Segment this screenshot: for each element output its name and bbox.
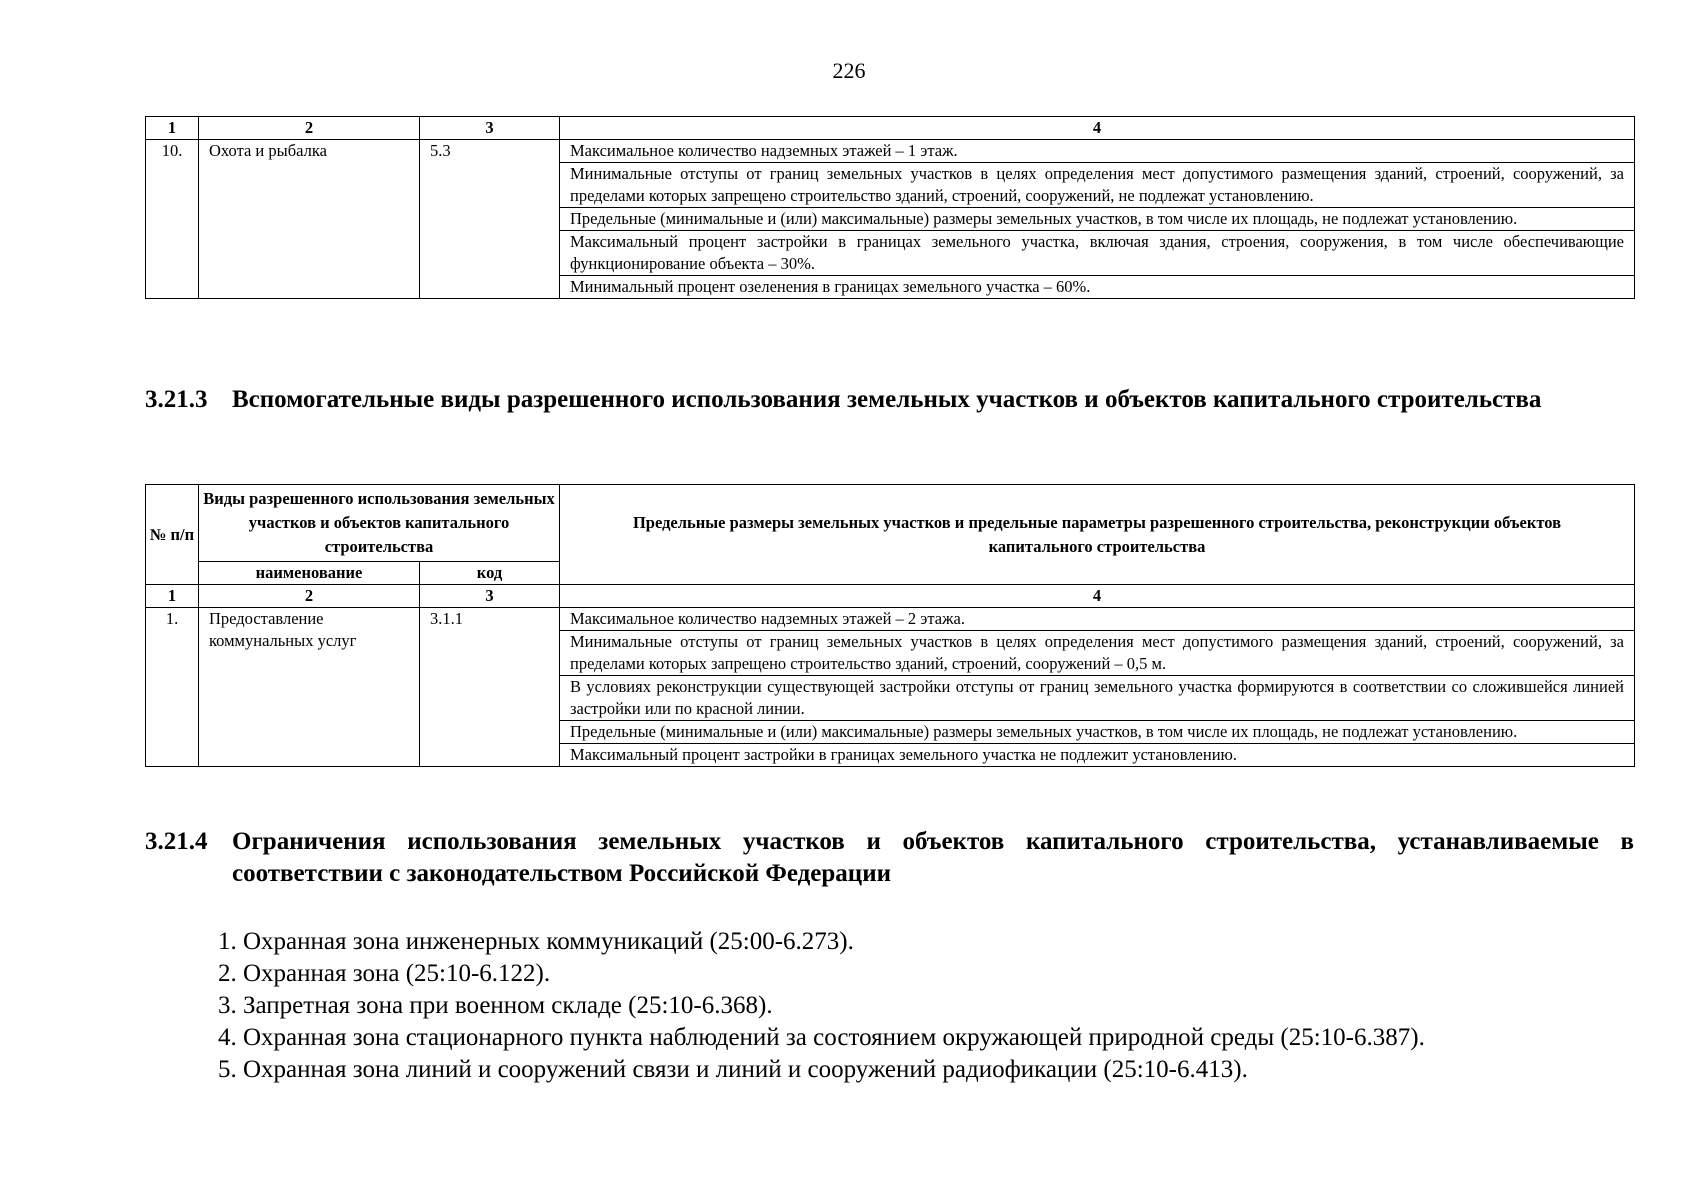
parameter-cell: Минимальные отступы от границ земельных участков в целях определения мест допустимого размещения зданий, строений, сооружений, за пределами которых запрещено строительство зданий, строений, сооружений – 0,5 м. bbox=[560, 631, 1635, 676]
table-row bbox=[146, 140, 1635, 163]
list-item: 5. Охранная зона линий и сооружений связи и линий и сооружений радиофикации (25:10-6.413). bbox=[218, 1056, 1248, 1083]
column-number: 2 bbox=[199, 585, 420, 608]
use-type-name: Предоставление коммунальных услуг bbox=[199, 608, 420, 767]
column-number: 1 bbox=[146, 585, 199, 608]
column-number: 4 bbox=[560, 585, 1635, 608]
list-item: 1. Охранная зона инженерных коммуникаций (25:00-6.273). bbox=[218, 928, 854, 955]
auxiliary-use-table bbox=[145, 484, 1635, 767]
parameter-cell: Максимальный процент застройки в границах земельного участка не подлежит установлению. bbox=[560, 744, 1635, 767]
section-number: 3.21.4 bbox=[145, 828, 208, 855]
row-number: 10. bbox=[146, 140, 199, 299]
column-number: 4 bbox=[560, 117, 1635, 140]
section-title: Вспомогательные виды разрешенного использования земельных участков и объектов капитального строительства bbox=[232, 386, 1542, 413]
permitted-use-table-continued bbox=[145, 116, 1635, 299]
section-number: 3.21.3 bbox=[145, 386, 208, 413]
list-item: 3. Запретная зона при военном складе (25:10-6.368). bbox=[218, 992, 773, 1019]
use-type-name: Охота и рыбалка bbox=[199, 140, 420, 299]
header-use-types: Виды разрешенного использования земельных участков и объектов капитального строительства bbox=[199, 485, 560, 562]
column-number-row bbox=[146, 117, 1635, 140]
section-heading bbox=[145, 384, 1634, 416]
list-item: 2. Охранная зона (25:10-6.122). bbox=[218, 960, 551, 987]
header-name: наименование bbox=[199, 562, 420, 585]
page-number: 226 bbox=[832, 58, 866, 83]
column-number: 2 bbox=[199, 117, 420, 140]
parameter-cell: Минимальные отступы от границ земельных участков в целях определения мест допустимого размещения зданий, строений, сооружений, за пределами которых запрещено строительство зданий, строений, сооружений, не подлежат установлению. bbox=[560, 163, 1635, 208]
table-row bbox=[146, 608, 1635, 631]
parameter-cell: В условиях реконструкции существующей застройки отступы от границ земельного участка формируются в соответствии со сложившейся линией застройки или по красной линии. bbox=[560, 676, 1635, 721]
parameter-cell: Предельные (минимальные и (или) максимальные) размеры земельных участков, в том числе их площадь, не подлежат установлению. bbox=[560, 208, 1635, 231]
header-number-col: № п/п bbox=[146, 485, 199, 585]
parameter-cell: Минимальный процент озеленения в границах земельного участка – 60%. bbox=[560, 276, 1635, 299]
table-header-row bbox=[146, 485, 1635, 562]
parameter-cell: Максимальный процент застройки в границах земельного участка, включая здания, строения, сооружения, в том числе обеспечивающие функционирование объекта – 30%. bbox=[560, 231, 1635, 276]
column-number: 1 bbox=[146, 117, 199, 140]
column-number: 3 bbox=[420, 117, 560, 140]
row-number: 1. bbox=[146, 608, 199, 767]
header-parameters: Предельные размеры земельных участков и предельные параметры разрешенного строительства, реконструкции объектов капитального строительства bbox=[560, 485, 1635, 585]
parameter-cell: Максимальное количество надземных этажей – 2 этажа. bbox=[560, 608, 1635, 631]
use-type-code: 3.1.1 bbox=[420, 608, 560, 767]
list-item: 4. Охранная зона стационарного пункта наблюдений за состоянием окружающей природной среды (25:10-6.387). bbox=[218, 1024, 1425, 1051]
header-code: код bbox=[420, 562, 560, 585]
parameter-cell: Предельные (минимальные и (или) максимальные) размеры земельных участков, в том числе их площадь, не подлежат установлению. bbox=[560, 721, 1635, 744]
section-heading bbox=[145, 826, 1634, 890]
column-number-row bbox=[146, 585, 1635, 608]
column-number: 3 bbox=[420, 585, 560, 608]
restrictions-list bbox=[218, 926, 1425, 1086]
section-title: Ограничения использования земельных участков и объектов капитального строительства, устанавливаемые в соответствии с законодательством Российской Федерации bbox=[232, 828, 1634, 887]
use-type-code: 5.3 bbox=[420, 140, 560, 299]
parameter-cell: Максимальное количество надземных этажей – 1 этаж. bbox=[560, 140, 1635, 163]
